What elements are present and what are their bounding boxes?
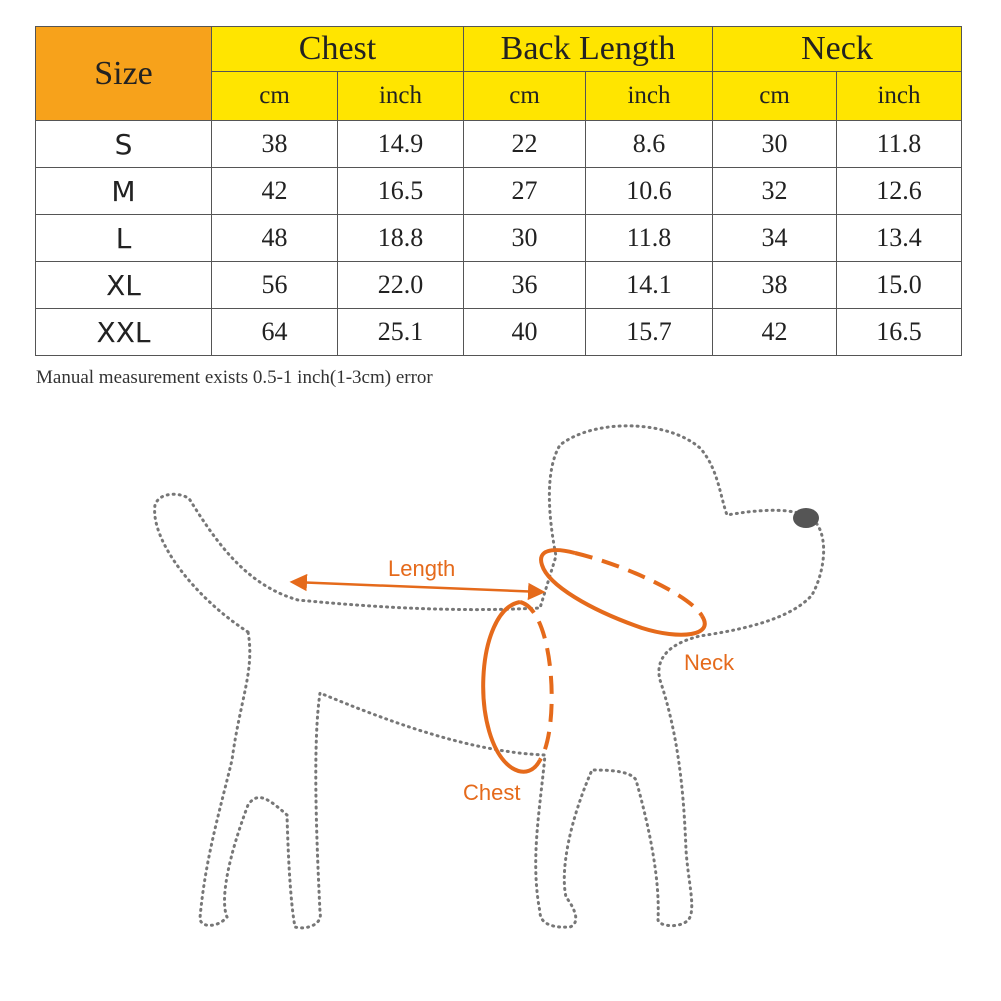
unit-header: inch	[338, 72, 464, 121]
back-length-inch-cell: 8.6	[586, 121, 713, 168]
chest-inch-cell: 14.9	[338, 121, 464, 168]
size-chart-table	[35, 26, 962, 356]
chest-cm-cell: 42	[212, 168, 338, 215]
neck-label: Neck	[684, 650, 735, 675]
unit-header: cm	[464, 72, 586, 121]
size-column-header: Size	[36, 27, 212, 121]
table-row	[36, 168, 962, 215]
dog-measurement-diagram	[0, 400, 1001, 1000]
measurement-error-note: Manual measurement exists 0.5-1 inch(1-3cm) error	[36, 367, 433, 388]
neck-ring-front	[541, 550, 705, 635]
table-row	[36, 121, 962, 168]
neck-inch-cell: 16.5	[837, 309, 962, 356]
unit-header: cm	[212, 72, 338, 121]
neck-inch-cell: 13.4	[837, 215, 962, 262]
table-header-row	[36, 27, 962, 72]
chest-cm-cell: 48	[212, 215, 338, 262]
chest-inch-cell: 18.8	[338, 215, 464, 262]
back-length-cm-cell: 27	[464, 168, 586, 215]
size-cell: L	[36, 215, 212, 262]
dog-nose	[793, 508, 819, 528]
chest-group-header: Chest	[212, 27, 464, 72]
back-length-cm-cell: 30	[464, 215, 586, 262]
length-arrow	[293, 582, 542, 592]
table-row	[36, 309, 962, 356]
size-cell: XL	[36, 262, 212, 309]
neck-inch-cell: 15.0	[837, 262, 962, 309]
table-row	[36, 215, 962, 262]
chest-inch-cell: 25.1	[338, 309, 464, 356]
neck-inch-cell: 12.6	[837, 168, 962, 215]
back-length-cm-cell: 22	[464, 121, 586, 168]
chest-cm-cell: 38	[212, 121, 338, 168]
unit-header: cm	[713, 72, 837, 121]
back-length-inch-cell: 14.1	[586, 262, 713, 309]
back-length-inch-cell: 10.6	[586, 168, 713, 215]
back-length-cm-cell: 40	[464, 309, 586, 356]
neck-cm-cell: 32	[713, 168, 837, 215]
back-length-inch-cell: 11.8	[586, 215, 713, 262]
length-label: Length	[388, 556, 456, 581]
unit-header: inch	[586, 72, 713, 121]
size-cell: S	[36, 121, 212, 168]
neck-cm-cell: 34	[713, 215, 837, 262]
chest-inch-cell: 16.5	[338, 168, 464, 215]
table-row	[36, 262, 962, 309]
chest-inch-cell: 22.0	[338, 262, 464, 309]
chest-cm-cell: 56	[212, 262, 338, 309]
neck-cm-cell: 42	[713, 309, 837, 356]
neck-cm-cell: 38	[713, 262, 837, 309]
neck-group-header: Neck	[713, 27, 962, 72]
chest-ring-front	[483, 602, 540, 772]
size-cell: XXL	[36, 309, 212, 356]
dog-outline	[155, 426, 824, 928]
neck-inch-cell: 11.8	[837, 121, 962, 168]
chest-cm-cell: 64	[212, 309, 338, 356]
chest-label: Chest	[463, 780, 521, 805]
back-length-cm-cell: 36	[464, 262, 586, 309]
neck-cm-cell: 30	[713, 121, 837, 168]
back-length-group-header: Back Length	[464, 27, 713, 72]
size-cell: M	[36, 168, 212, 215]
unit-header: inch	[837, 72, 962, 121]
back-length-inch-cell: 15.7	[586, 309, 713, 356]
chest-ring-back	[520, 602, 552, 760]
